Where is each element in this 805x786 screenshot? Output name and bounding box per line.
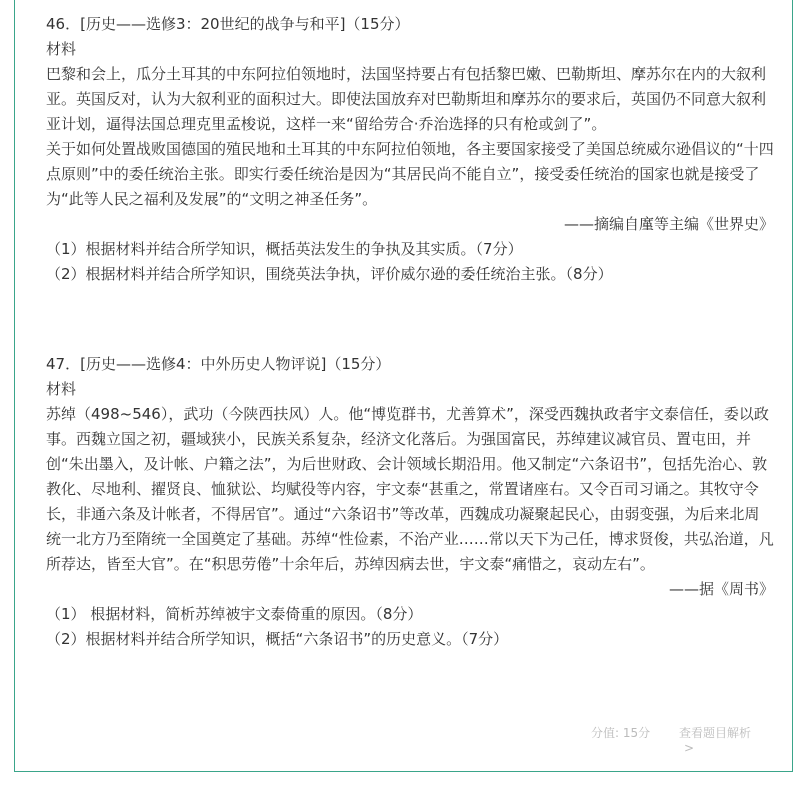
question-47-part-1: （1） 根据材料，简析苏绰被宇文泰倚重的原因。（8分） — [46, 605, 423, 623]
question-47-part-2: （2）根据材料并结合所学知识，概括“六条诏书”的历史意义。（7分） — [46, 630, 509, 648]
question-46 — [46, 12, 774, 287]
score-label: 分值: 15分 — [591, 726, 651, 740]
chevron-right-icon: > — [684, 741, 695, 755]
material-label: 材料 — [46, 40, 77, 58]
view-analysis-link[interactable] — [679, 724, 764, 755]
material-paragraph-2: 关于如何处置战败国德国的殖民地和土耳其的中东阿拉伯领地，各主要国家接受了美国总统威尔逊倡议的“十四点原则”中的委任统治主张。即实行委任统治是因为“其居民尚不能自立”，接受委任统治的国家也就是接受了为“此等人民之福利及发展”的“文明之神圣任务”。 — [46, 140, 774, 208]
material-paragraph-1: 巴黎和会上，瓜分土耳其的中东阿拉伯领地时，法国坚持要占有包括黎巴嫩、巴勒斯坦、摩苏尔在内的大叙利亚。英国反对，认为大叙利亚的面积过大。即使法国放弃对巴勒斯坦和摩苏尔的要求后，英国仍不同意大叙利亚计划，逼得法国总理克里孟梭说，这样一来“留给劳合·乔治选择的只有枪或剑了”。 — [46, 65, 767, 133]
material-source: ——据《周书》 — [668, 580, 774, 598]
question-46-part-1: （1）根据材料并结合所学知识，概括英法发生的争执及其实质。（7分） — [46, 240, 523, 258]
question-47-title: 47．[历史——选修4：中外历史人物评说]（15分） — [46, 355, 391, 373]
material-source: ——摘编自廑等主编《世界史》 — [563, 215, 774, 233]
view-analysis-label: 查看题目解析 — [679, 726, 752, 740]
card-footer — [15, 724, 764, 755]
question-46-part-2: （2）根据材料并结合所学知识，围绕英法争执，评价威尔逊的委任统治主张。（8分） — [46, 265, 613, 283]
question-46-title: 46．[历史——选修3：20世纪的战争与和平]（15分） — [46, 15, 410, 33]
material-label: 材料 — [46, 380, 77, 398]
material-paragraph: 苏绰（498~546），武功（今陕西扶风）人。他“博览群书，尤善算术”，深受西魏执政者宇文泰信任，委以政事。西魏立国之初，疆域狭小，民族关系复杂，经济文化落后。为强国富民，苏绰建议减官员、置屯田，并创“朱出墨入，及计帐、户籍之法”，为后世财政、会计领域长期沿用。他又制定“六条诏书”，包括先治心、敦教化、尽地利、擢贤良、恤狱讼、均赋役等内容，宇文泰“甚重之，常置诸座右。又令百司习诵之。其牧守令长，非通六条及计帐者，不得居官”。通过“六条诏书”等改革，西魏成功凝聚起民心，由弱变强，为后来北周统一北方乃至隋统一全国奠定了基础。苏绰“性俭素，不治产业……常以天下为己任，博求贤俊，共弘治道，凡所荐达，皆至大官”。在“积思劳倦”十余年后，苏绰因病去世，宇文泰“痛惜之，哀动左右”。 — [46, 405, 774, 573]
question-47 — [46, 352, 774, 652]
question-card — [14, 0, 793, 772]
